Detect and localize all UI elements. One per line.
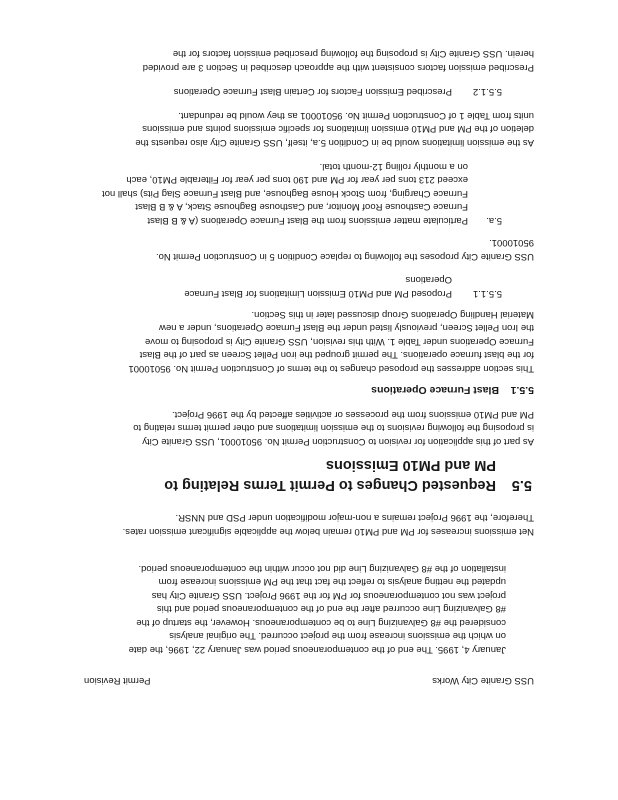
section-title-line: PM and PM10 Emissions xyxy=(325,457,496,473)
section-5-5-1-paragraph xyxy=(82,308,534,376)
section-5-5-1-heading xyxy=(371,384,534,396)
text-line: units from Table 1 of Construction Permit No. 95010001 as they would be redundant. xyxy=(178,110,534,121)
text-line: Net emissions increases for PM and PM10 remain below the applicable significant emission rates. xyxy=(122,526,534,537)
text-line: on a monthly rolling 12-month total. xyxy=(319,161,468,172)
text-line: As part of this application for revision to Construction Permit No. 95010001, USS Granite City xyxy=(142,436,534,447)
section-5-5-paragraph xyxy=(82,408,534,449)
text-line: Prescribed emission factors consistent with the approach described in Section 3 are provided xyxy=(142,62,534,73)
text-line: #8 Galvanizing Line occurred after the end of the contemporaneous period and this xyxy=(156,603,506,615)
text-line: herein. USS Granite City is proposing the following prescribed emission factors for the xyxy=(172,48,534,60)
text-line: exceed 213 tons per year for PM and 190 tons per year for Filterable PM10, each xyxy=(126,174,468,186)
text-line: Particulate matter emissions from the Blast Furnace Operations (A & B Blast xyxy=(147,215,468,226)
section-5-5-1-2-paragraph xyxy=(82,47,534,74)
section-5-5-1-1-paragraph xyxy=(82,236,534,263)
text-line: is proposing the following revisions to the emission limitations and other permit terms relating to xyxy=(133,422,534,434)
section-number: 5.5.1.1 xyxy=(472,288,502,299)
text-line: USS Granite City proposes the following to replace Condition 5 in Construction Permit No. xyxy=(155,251,534,262)
text-line: the Iron Pellet Screen, previously listed under the Blast Furnace Operations, under a new xyxy=(159,322,534,334)
item-label: 5.a. xyxy=(486,215,502,226)
text-line: This section addresses the proposed changes to the terms of Construction Permit No. 95010001 xyxy=(128,363,534,374)
text-line: deletion of the PM and PM10 emission limitations for specific emissions points and emissions xyxy=(142,123,534,135)
section-title: Blast Furnace Operations xyxy=(371,384,499,396)
text-line: Material Handling Operations Group discussed later in this Section. xyxy=(251,309,534,320)
text-line: Therefore, the 1996 Project remains a non-major modification under PSD and NNSR. xyxy=(175,512,534,524)
section-title: Prescribed Emission Factors for Certain Blast Furnace Operations xyxy=(173,86,452,97)
text-line: January 4, 1995. The end of the contemporaneous period was January 22, 1996, the date xyxy=(128,644,506,655)
section-5-5-heading xyxy=(164,455,532,495)
intro-paragraph xyxy=(84,562,506,657)
section-number: 5.5.1 xyxy=(510,384,534,396)
section-number: 5.5.1.2 xyxy=(472,86,502,97)
text-line: project was not contemporaneous for PM for the 1996 Project. USS Granite City has xyxy=(151,590,506,601)
conclusion-paragraph xyxy=(82,511,534,538)
text-line: considered the #8 Galvanizing Line to be contemporaneous. However, the startup of the xyxy=(136,617,506,628)
text-line: Furnace Casthouse Roof Monitor, and Casthouse Baghouse Stack, A & B Blast xyxy=(135,201,468,213)
section-5-5-1-1-heading xyxy=(184,273,502,300)
condition-5a-item xyxy=(102,160,502,228)
text-line: for the blast furnace operations. The permit grouped the iron Pellet Screen as part of the Blast xyxy=(139,349,534,361)
section-title-line: Operations xyxy=(405,274,452,286)
text-line: installation of the #8 Galvanizing Line did not occur within the contemporaneous period. xyxy=(138,563,506,574)
text-line: PM and PM10 emissions from the processes or activities affected by the 1996 Project. xyxy=(171,409,534,420)
header-document-type: Permit Revision xyxy=(84,675,151,686)
section-title-line: Requested Changes to Permit Terms Relating to xyxy=(164,477,496,493)
text-line: As the emission limitations would be in Condition 5.a, itself, USS Granite City also requests the xyxy=(135,137,534,148)
section-title-line: Proposed PM and PM10 Emission Limitations for Blast Furnace xyxy=(184,288,452,299)
deletion-request-paragraph xyxy=(82,109,534,150)
text-line: on which the emissions increase from the project occurred. The original analysis xyxy=(169,630,506,642)
section-number: 5.5 xyxy=(511,477,532,493)
section-5-5-1-2-heading xyxy=(174,85,502,99)
text-line: 95010001. xyxy=(489,237,534,249)
text-line: Furnace Operations under Table 1. With this revision, USS Granite City is proposing to move xyxy=(145,336,534,347)
text-line: updated the netting analysis to reflect the fact that the PM emissions increase from xyxy=(158,576,506,588)
header-company: USS Granite City Works xyxy=(432,675,534,686)
text-line: Furnace Charging, from Stock House Baghouse, and Blast Furnace Slag Pits) shall not xyxy=(102,188,468,199)
